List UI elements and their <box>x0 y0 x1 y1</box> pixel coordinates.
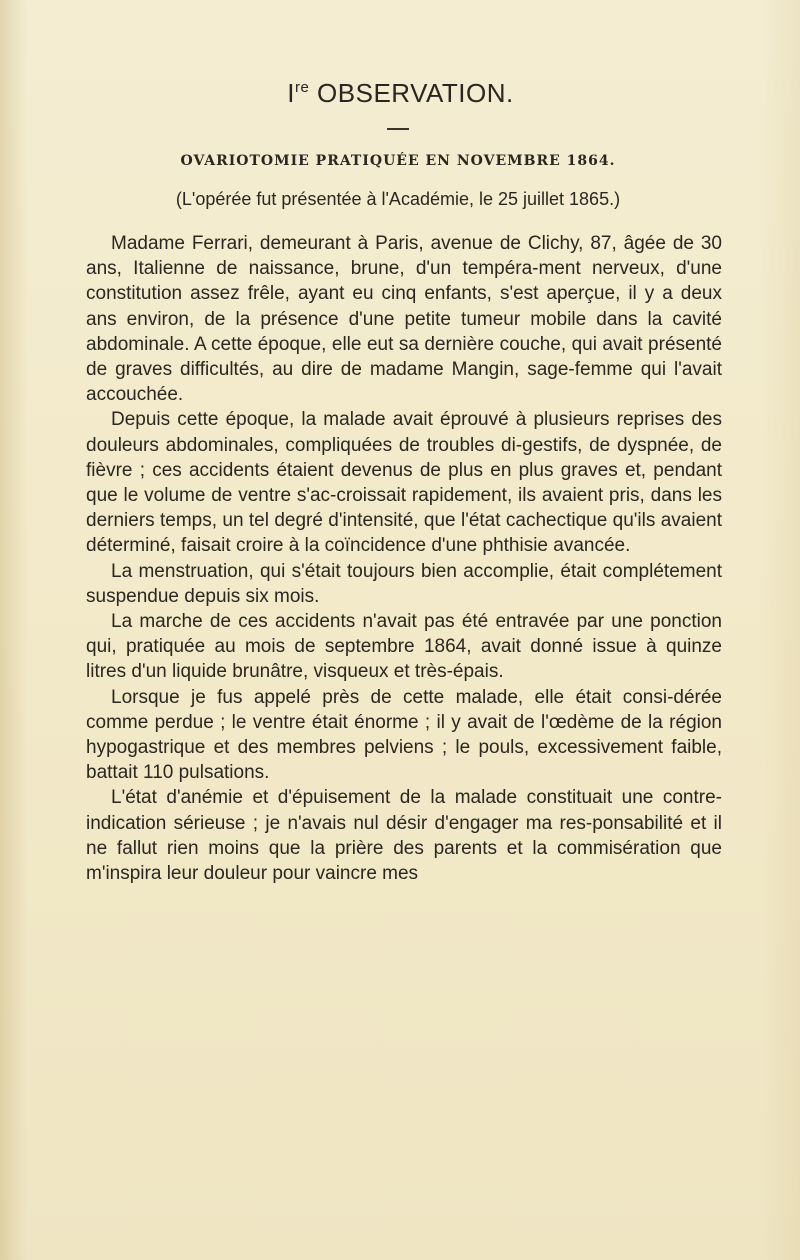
paragraph: Depuis cette époque, la malade avait éprouvé à plusieurs reprises des douleurs abdominales, compliquées de troubles di-gestifs, de dyspnée, de fièvre ; ces accidents étaient devenus de plus en plus graves et, pendant que le volume de ventre s'ac-croissait rapidement, ils avaient pris, dans les derniers temps, un tel degré d'intensité, que l'état cachectique qu'ils avaient déterminé, faisait croire à la coïncidence d'une phthisie avancée. <box>86 409 722 557</box>
paragraph: Lorsque je fus appelé près de cette malade, elle était consi-dérée comme perdue ; le ventre était énorme ; il y avait de l'œdème de la région hypogastrique et des membres pelviens ; le pouls, excessivement faible, battait 110 pulsations. <box>86 686 722 784</box>
observation-heading <box>93 70 708 106</box>
paragraph: L'état d'anémie et d'épuisement de la malade constituait une contre-indication sérieuse ; je n'avais nul désir d'engager ma res-ponsabilité et il ne fallut rien moins que la prière des parents et la commisération que m'inspira leur douleur pour vaincre mes <box>86 787 722 885</box>
academy-note: (L'opérée fut présentée à l'Académie, le 25 juillet 1865.) <box>175 189 621 209</box>
section-rule <box>387 128 409 130</box>
book-page <box>86 70 722 886</box>
paragraph: Madame Ferrari, demeurant à Paris, avenue de Clichy, 87, âgée de 30 ans, Italienne de naissance, brune, d'un tempéra-ment nerveux, d'une constitution assez frêle, ayant eu cinq enfants, s'est aperçue, il y a deux ans environ, de la présence d'une petite tumeur mobile dans la cavité abdominale. A cette époque, elle eut sa dernière couche, qui avait présenté de graves difficultés, au dire de madame Mangin, sage-femme qui l'avait accouchée. <box>86 233 722 406</box>
heading-numeral: I <box>287 78 295 108</box>
paragraph: La menstruation, qui s'était toujours bien accomplie, était complétement suspendue depuis six mois. <box>86 560 722 607</box>
heading-ordinal-suffix: re <box>294 79 310 96</box>
heading-title: OBSERVATION. <box>317 78 514 108</box>
observation-body <box>86 231 722 886</box>
observation-subtitle: OVARIOTOMIE PRATIQUÉE EN NOVEMBRE 1864. <box>180 153 616 169</box>
paragraph: La marche de ces accidents n'avait pas été entravée par une ponction qui, pratiquée au mois de septembre 1864, avait donné issue à quinze litres d'un liquide brunâtre, visqueux et très-épais. <box>86 611 722 683</box>
